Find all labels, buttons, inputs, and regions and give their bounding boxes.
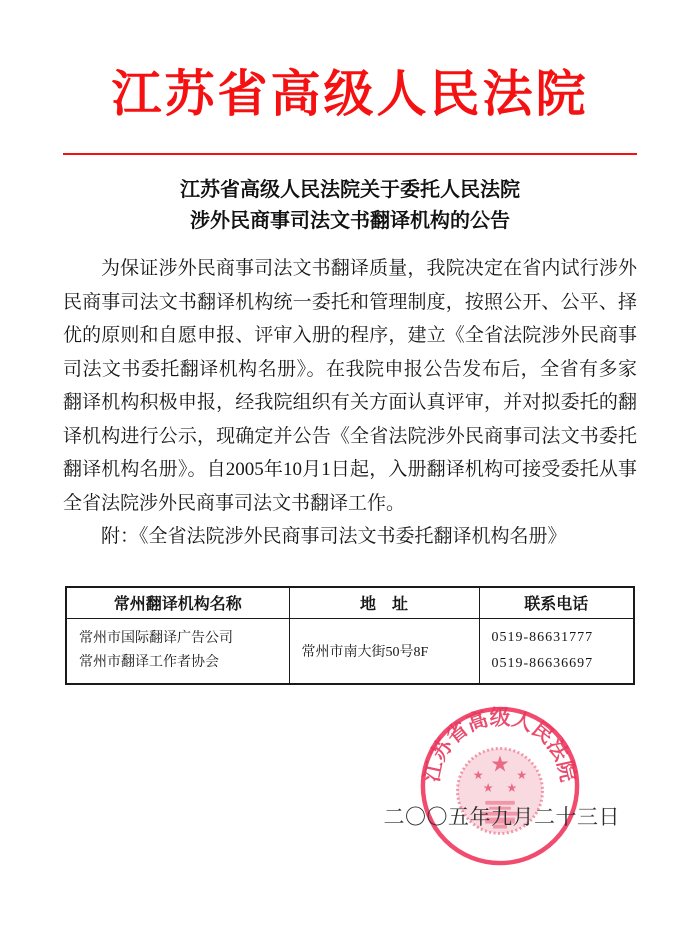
agency-address: 常州市南大街50号8F <box>301 644 429 660</box>
body-paragraph: 为保证涉外民商事司法文书翻译质量，我院决定在省内试行涉外民商事司法文书翻译机构统一委托和管理制度，按照公开、公平、择优的原则和自愿申报、评审入册的程序，建立《全省法院涉外民商事司法文书委托翻译机构名册》。在我院申报公告发布后，全省有多家翻译机构积极申报，经我院组织有关方面认真评审，并对拟委托的翻译机构进行公示，现确定并公告《全省法院涉外民商事司法文书委托翻译机构名册》。自2005年10月1日起，入册翻译机构可接受委托从事全省法院涉外民商事司法文书翻译工作。 <box>63 258 637 514</box>
header-address: 地 址 <box>289 587 479 619</box>
signature-date: 二〇〇五年九月二十三日 <box>383 805 620 829</box>
attachment-line: 附：《全省法院涉外民商事司法文书委托翻译机构名册》 <box>101 526 567 547</box>
table-row <box>66 618 634 684</box>
cell-agency-names <box>66 618 289 684</box>
agency-name-2: 常州市翻译工作者协会 <box>79 654 219 670</box>
cell-phones <box>479 618 634 684</box>
header-agency-name: 常州翻译机构名称 <box>66 587 289 619</box>
document-title <box>0 175 700 237</box>
seal-arc-text: 江苏省高级人民法院 <box>421 707 579 784</box>
agency-phone-2: 0519-86636697 <box>491 655 594 671</box>
agency-phone-1: 0519-86631777 <box>491 629 594 645</box>
header-phone: 联系电话 <box>479 587 634 619</box>
translation-agency-table <box>65 586 635 685</box>
letterhead <box>0 0 700 124</box>
document-title-line1: 江苏省高级人民法院关于委托人民法院 <box>180 179 520 201</box>
document-title-line2: 涉外民商事司法文书翻译机构的公告 <box>190 210 510 232</box>
court-seal-stamp <box>416 702 584 870</box>
agency-name-1: 常州市国际翻译广告公司 <box>79 630 233 646</box>
document-body <box>63 252 637 554</box>
letterhead-divider <box>63 153 637 155</box>
table-header-row <box>66 587 634 619</box>
letterhead-title: 江苏省高级人民法院 <box>111 66 589 122</box>
cell-address <box>289 618 479 684</box>
